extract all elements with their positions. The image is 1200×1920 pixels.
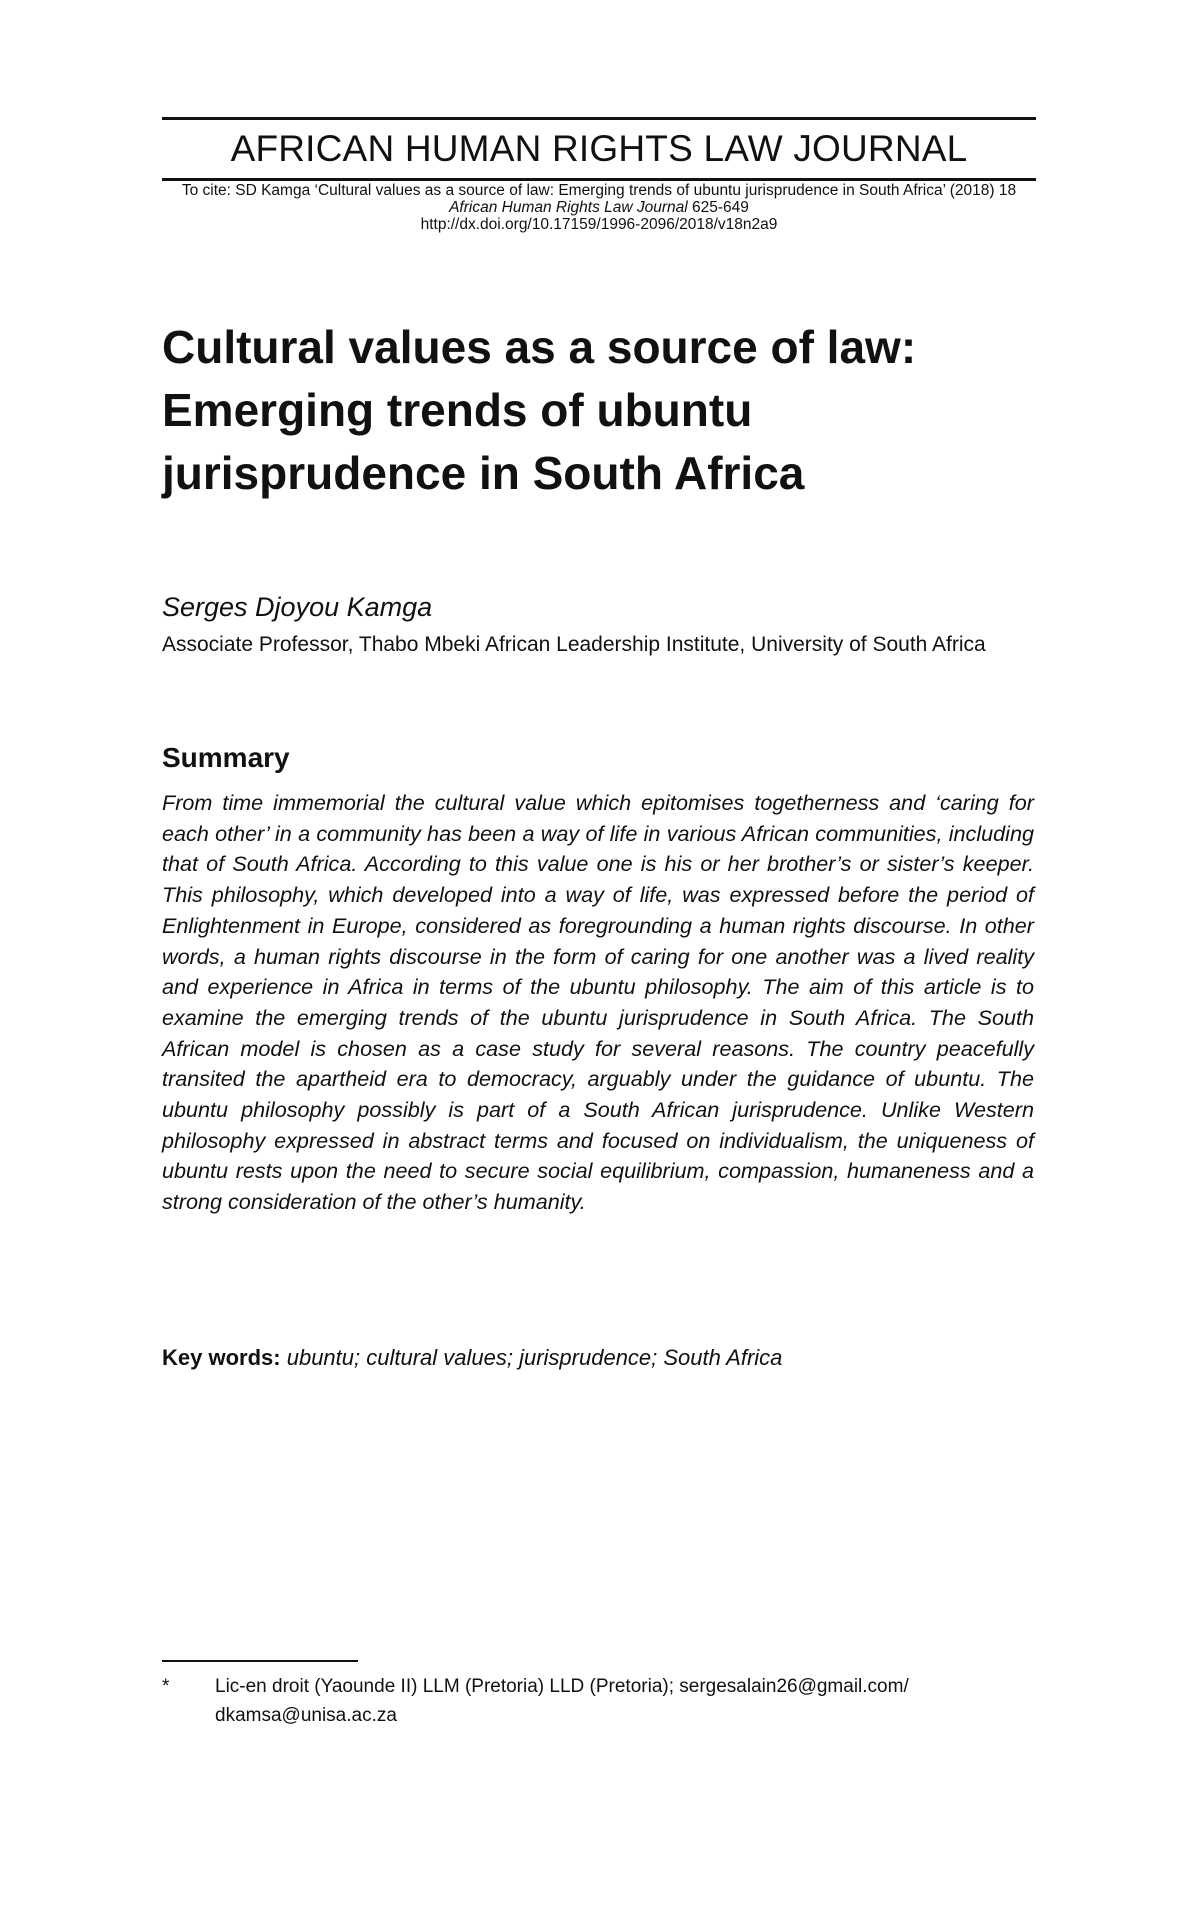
citation-pages: 625-649 <box>692 199 749 216</box>
footnote-divider <box>162 1660 358 1662</box>
article-title: Cultural values as a source of law: Emerging trends of ubuntu jurisprudence in South Africa <box>162 321 917 499</box>
journal-masthead <box>162 117 1036 181</box>
keywords-text: ubuntu; cultural values; jurisprudence; South Africa <box>286 1345 783 1370</box>
author-affiliation: Associate Professor, Thabo Mbeki African Leadership Institute, University of South Africa <box>162 633 986 656</box>
footnote-text: Lic-en droit (Yaounde II) LLM (Pretoria) LLD (Pretoria); sergesalain26@gmail.com/ dkamsa@unisa.ac.za <box>215 1676 909 1726</box>
footnote-mark: * <box>162 1676 170 1697</box>
journal-name: AFRICAN HUMAN RIGHTS LAW JOURNAL <box>230 128 968 169</box>
keywords-label: Key words: <box>162 1345 281 1370</box>
keywords <box>162 1345 1036 1371</box>
summary-text: From time immemorial the cultural value which epitomises togetherness and ‘caring for each other’ in a community has been a way of life in various African communities, including that of South Africa. According to this value one is his or her brother’s or sister’s keeper. This philosophy, which developed into a way of life, was expressed before the period of Enlightenment in Europe, considered as foregrounding a human rights discourse. In other words, a human rights discourse in the form of caring for one another was a lived reality and experience in Africa in terms of the ubuntu philosophy. The aim of this article is to examine the emerging trends of the ubuntu jurisprudence in South Africa. The South African model is chosen as a case study for several reasons. The country peacefully transited the apartheid era to democracy, arguably under the guidance of ubuntu. The ubuntu philosophy possibly is part of a South African jurisprudence. Unlike Western philosophy expressed in abstract terms and focused on individualism, the uniqueness of ubuntu rests upon the need to secure social equilibrium, compassion, humaneness and a strong consideration of the other’s humanity. <box>162 790 1034 1215</box>
summary-heading: Summary <box>162 742 290 773</box>
citation-journal: African Human Rights Law Journal <box>449 199 688 216</box>
citation-doi-link[interactable]: http://dx.doi.org/10.17159/1996-2096/2018/v18n2a9 <box>420 216 778 233</box>
citation-block <box>162 182 1036 233</box>
author-name: Serges Djoyou Kamga <box>162 592 433 622</box>
citation-prefix: To cite: SD Kamga ‘Cultural values as a source of law: Emerging trends of ubuntu jurisprudence in South Africa’ (2018) 18 <box>181 182 1017 199</box>
